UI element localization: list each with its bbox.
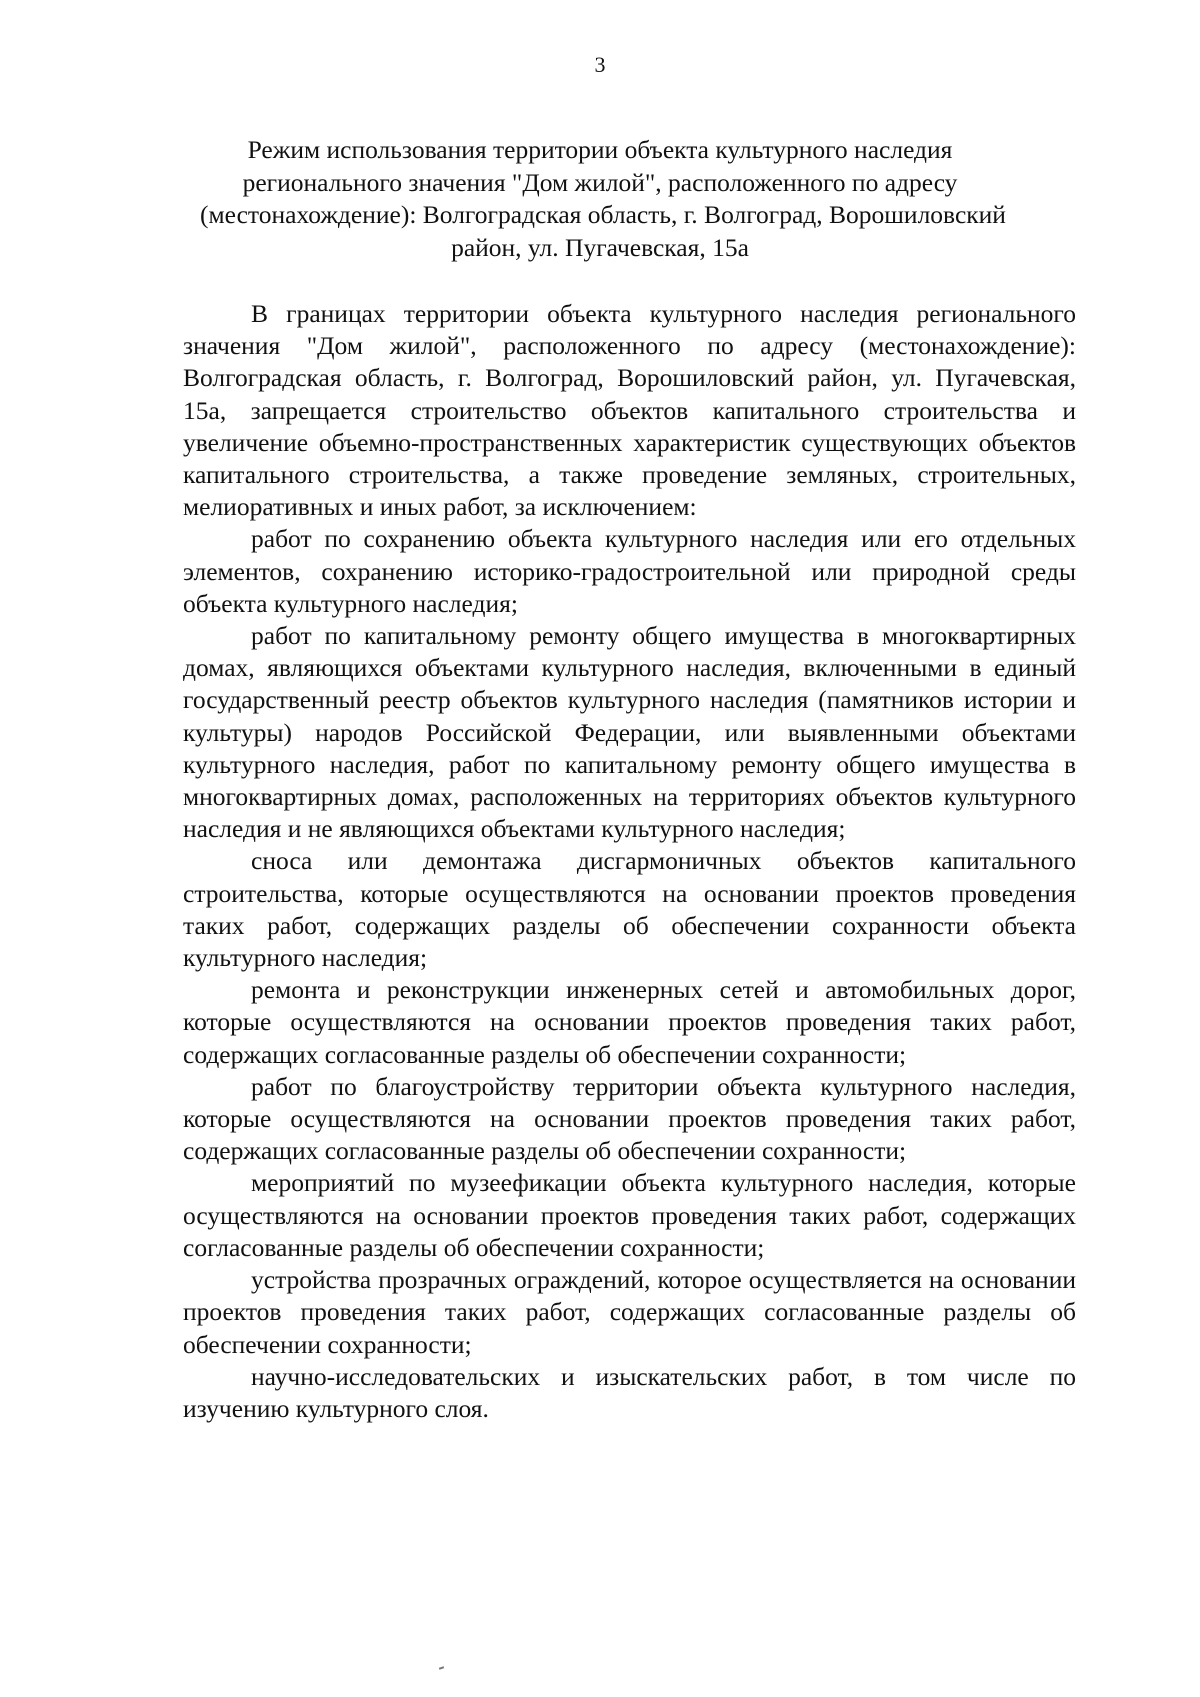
- scan-artifact: [439, 1666, 444, 1670]
- document-body: [183, 298, 1076, 1425]
- title-line: регионального значения "Дом жилой", расположенного по адресу: [242, 167, 958, 197]
- intro-paragraph: В границах территории объекта культурного наследия регионального значения "Дом жилой", расположенного по адресу (местонахождение): Волгоградская область, г. Волгоград, Ворошиловский район, ул. Пугачевская, 15а, запрещается строительство объектов капитального строительства и увеличение объемно-пространственных характеристик существующих объектов капитального строительства, а также проведение земляных, строительных, мелиоративных и иных работ, за исключением:: [183, 299, 1076, 522]
- exception-item: работ по сохранению объекта культурного наследия или его отдельных элементов, сохранению историко-градостроительной или природной среды объекта культурного наследия;: [183, 524, 1076, 618]
- title-line: район, ул. Пугачевская, 15а: [451, 232, 749, 262]
- exception-item: мероприятий по музеефикации объекта культурного наследия, которые осуществляются на основании проектов проведения таких работ, содержащих согласованные разделы об обеспечении сохранности;: [183, 1168, 1076, 1262]
- title-line: (местонахождение): Волгоградская область, г. Волгоград, Ворошиловский: [200, 200, 1006, 229]
- exception-item: ремонта и реконструкции инженерных сетей и автомобильных дорог, которые осуществляются на основании проектов проведения таких работ, содержащих согласованные разделы об обеспечении сохранности;: [183, 975, 1076, 1069]
- page-number: 3: [594, 52, 606, 77]
- document-title: [200, 134, 1006, 264]
- exception-item: работ по благоустройству территории объекта культурного наследия, которые осуществляются на основании проектов проведения таких работ, содержащих согласованные разделы об обеспечении сохранности;: [183, 1071, 1076, 1166]
- exception-item: устройства прозрачных ограждений, которое осуществляется на основании проектов проведения таких работ, содержащих согласованные разделы об обеспечении сохранности;: [183, 1265, 1076, 1359]
- exception-item: сноса или демонтажа дисгармоничных объектов капитального строительства, которые осуществляются на основании проектов проведения таких работ, содержащих разделы об обеспечении сохранности объекта культурного наследия;: [183, 846, 1076, 973]
- exception-item: научно-исследовательских и изыскательских работ, в том числе по изучению культурного слоя.: [183, 1361, 1076, 1423]
- title-line: Режим использования территории объекта культурного наследия: [247, 135, 953, 164]
- exception-item: работ по капитальному ремонту общего имущества в многоквартирных домах, являющихся объектами культурного наследия, включенными в единый государственный реестр объектов культурного наследия (памятников истории и культуры) народов Российской Федерации, или выявленными объектами культурного наследия, работ по капитальному ремонту общего имущества в многоквартирных домах, расположенных на территориях объектов культурного наследия и не являющихся объектами культурного наследия;: [183, 621, 1076, 844]
